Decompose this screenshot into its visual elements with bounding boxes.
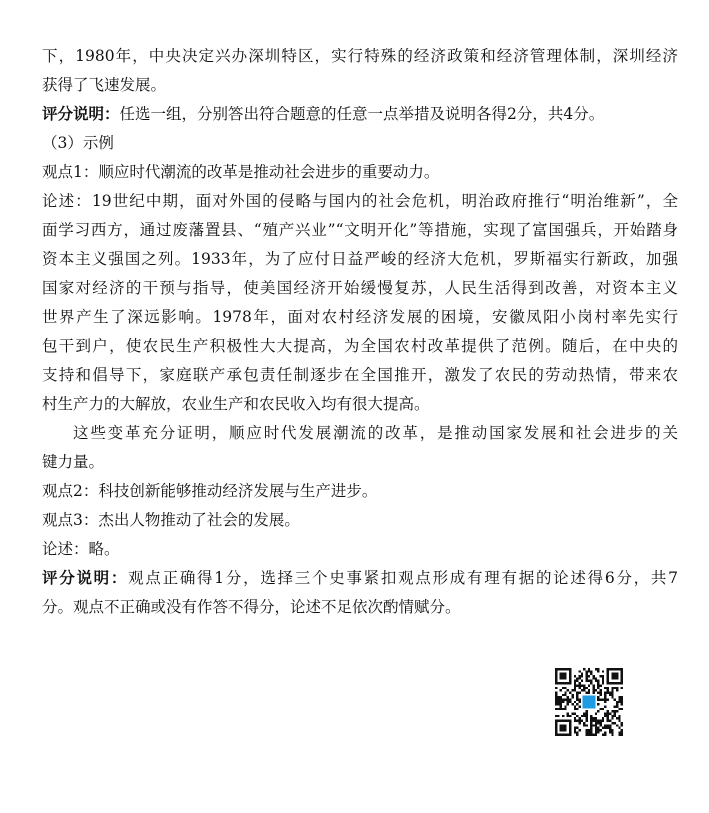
line-text: 观点1：顺应时代潮流的改革是推动社会进步的重要动力。 <box>42 163 440 181</box>
text-line <box>42 245 678 274</box>
line-text: 观点3：杰出人物推动了社会的发展。 <box>42 511 300 529</box>
text-line <box>42 187 678 216</box>
text-line <box>42 419 678 448</box>
text-line <box>42 564 678 593</box>
line-text: 键力量。 <box>42 453 105 471</box>
text-line <box>42 361 678 390</box>
text-line <box>42 274 678 303</box>
text-line <box>42 216 678 245</box>
qr-code-block <box>555 668 625 736</box>
text-line <box>42 535 678 564</box>
line-text: 面学习西方，通过废藩置县、“殖产兴业”“文明开化”等措施，实现了富国强兵，开始踏身 <box>42 221 678 239</box>
text-line <box>42 129 678 158</box>
line-text: 这些变革充分证明，顺应时代发展潮流的改革，是推动国家发展和社会进步的关 <box>73 424 678 442</box>
line-text: 支持和倡导下，家庭联产承包责任制逐步在全国推开，激发了农民的劳动热情，带来农 <box>42 366 678 384</box>
line-text: 观点2：科技创新能够推动经济发展与生产进步。 <box>42 482 378 500</box>
text-line <box>42 448 678 477</box>
document-body <box>42 42 678 622</box>
line-text: 任选一组，分别答出符合题意的任意一点举措及说明各得2分，共4分。 <box>119 105 605 123</box>
line-text: 观点正确得1分，选择三个史事紧扣观点形成有理有据的论述得6分，共7 <box>128 569 678 587</box>
line-text: 世界产生了深远影响。1978年，面对农村经济发展的困境，安徽凤阳小岗村率先实行 <box>42 308 678 326</box>
scoring-note-label: 评分说明： <box>42 569 129 587</box>
line-text: 获得了飞速发展。 <box>42 76 167 94</box>
text-line <box>42 100 678 129</box>
text-line <box>42 42 678 71</box>
line-text: 包干到户，使农民生产积极性大大提高，为全国农村改革提供了范例。随后，在中央的 <box>42 337 678 355</box>
text-line <box>42 158 678 187</box>
text-line <box>42 71 678 100</box>
text-line <box>42 332 678 361</box>
line-text: 村生产力的大解放，农业生产和农民收入均有很大提高。 <box>42 395 430 413</box>
line-text: （3）示例 <box>42 134 114 152</box>
line-text: 分。观点不正确或没有作答不得分，论述不足依次酌情赋分。 <box>42 598 461 616</box>
line-text: 论述：略。 <box>42 540 120 558</box>
text-line <box>42 390 678 419</box>
text-line <box>42 506 678 535</box>
qr-code-icon <box>555 668 623 736</box>
line-text: 资本主义强国之列。1933年，为了应付日益严峻的经济大危机，罗斯福实行新政，加强 <box>42 250 678 268</box>
scoring-note-label: 评分说明： <box>42 105 120 123</box>
line-text: 论述：19世纪中期，面对外国的侵略与国内的社会危机，明治政府推行“明治维新”，全 <box>42 192 678 210</box>
line-text: 下，1980年，中央决定兴办深圳特区，实行特殊的经济政策和经济管理体制，深圳经济 <box>42 47 678 65</box>
text-line <box>42 593 678 622</box>
text-line <box>42 303 678 332</box>
text-line <box>42 477 678 506</box>
line-text: 国家对经济的干预与指导，使美国经济开始缓慢复苏，人民生活得到改善，对资本主义 <box>42 279 678 297</box>
